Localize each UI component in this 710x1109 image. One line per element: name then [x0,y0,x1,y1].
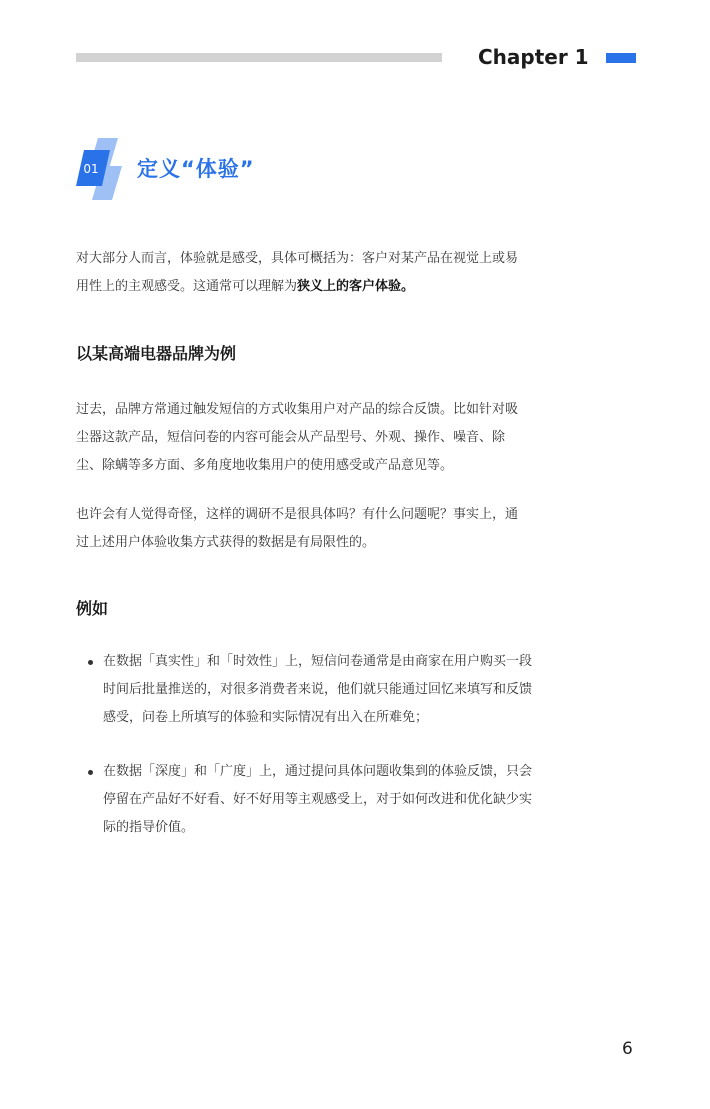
list-item [76,758,536,842]
list-item [76,648,536,732]
intro-text: 对大部分人而言，体验就是感受，具体可概括为：客户对某产品在视觉上或易用性上的主观感受。这通常可以理解为 [76,251,519,294]
list-item-text: 在数据「深度」和「广度」上，通过提问具体问题收集到的体验反馈，只会停留在产品好不好看、好不好用等主观感受上，对于如何改进和优化缺少实际的指导价值。 [103,764,533,835]
chapter-accent-bar [606,53,636,63]
intro-paragraph [76,245,526,301]
brand-paragraph-2: 也许会有人觉得奇怪，这样的调研不是很具体吗？有什么问题呢？事实上，通过上述用户体验收集方式获得的数据是有局限性的。 [76,507,519,550]
brand-example-heading: 以某高端电器品牌为例 [76,344,237,363]
list-item-text: 在数据「真实性」和「时效性」上，短信问卷通常是由商家在用户购买一段时间后批量推送的，对很多消费者来说，他们就只能通过回忆来填写和反馈感受，问卷上所填写的体验和实际情况有出入在所难免； [103,654,533,725]
examples-heading: 例如 [76,599,109,618]
section-title: 定义“体验” [137,157,255,181]
chapter-label: Chapter 1 [478,45,589,69]
section-number: 01 [83,162,99,176]
bullet-icon [88,660,93,665]
page-number: 6 [622,1039,633,1059]
brand-paragraph-1: 过去，品牌方常通过触发短信的方式收集用户对产品的综合反馈。比如针对吸尘器这款产品，短信问卷的内容可能会从产品型号、外观、操作、噪音、除尘、除螨等多方面、多角度地收集用户的使用感受或产品意见等。 [76,402,519,473]
header-rule [76,53,442,62]
bullet-icon [88,770,93,775]
examples-list [76,648,536,868]
intro-emphasis: 狭义上的客户体验。 [297,279,415,294]
